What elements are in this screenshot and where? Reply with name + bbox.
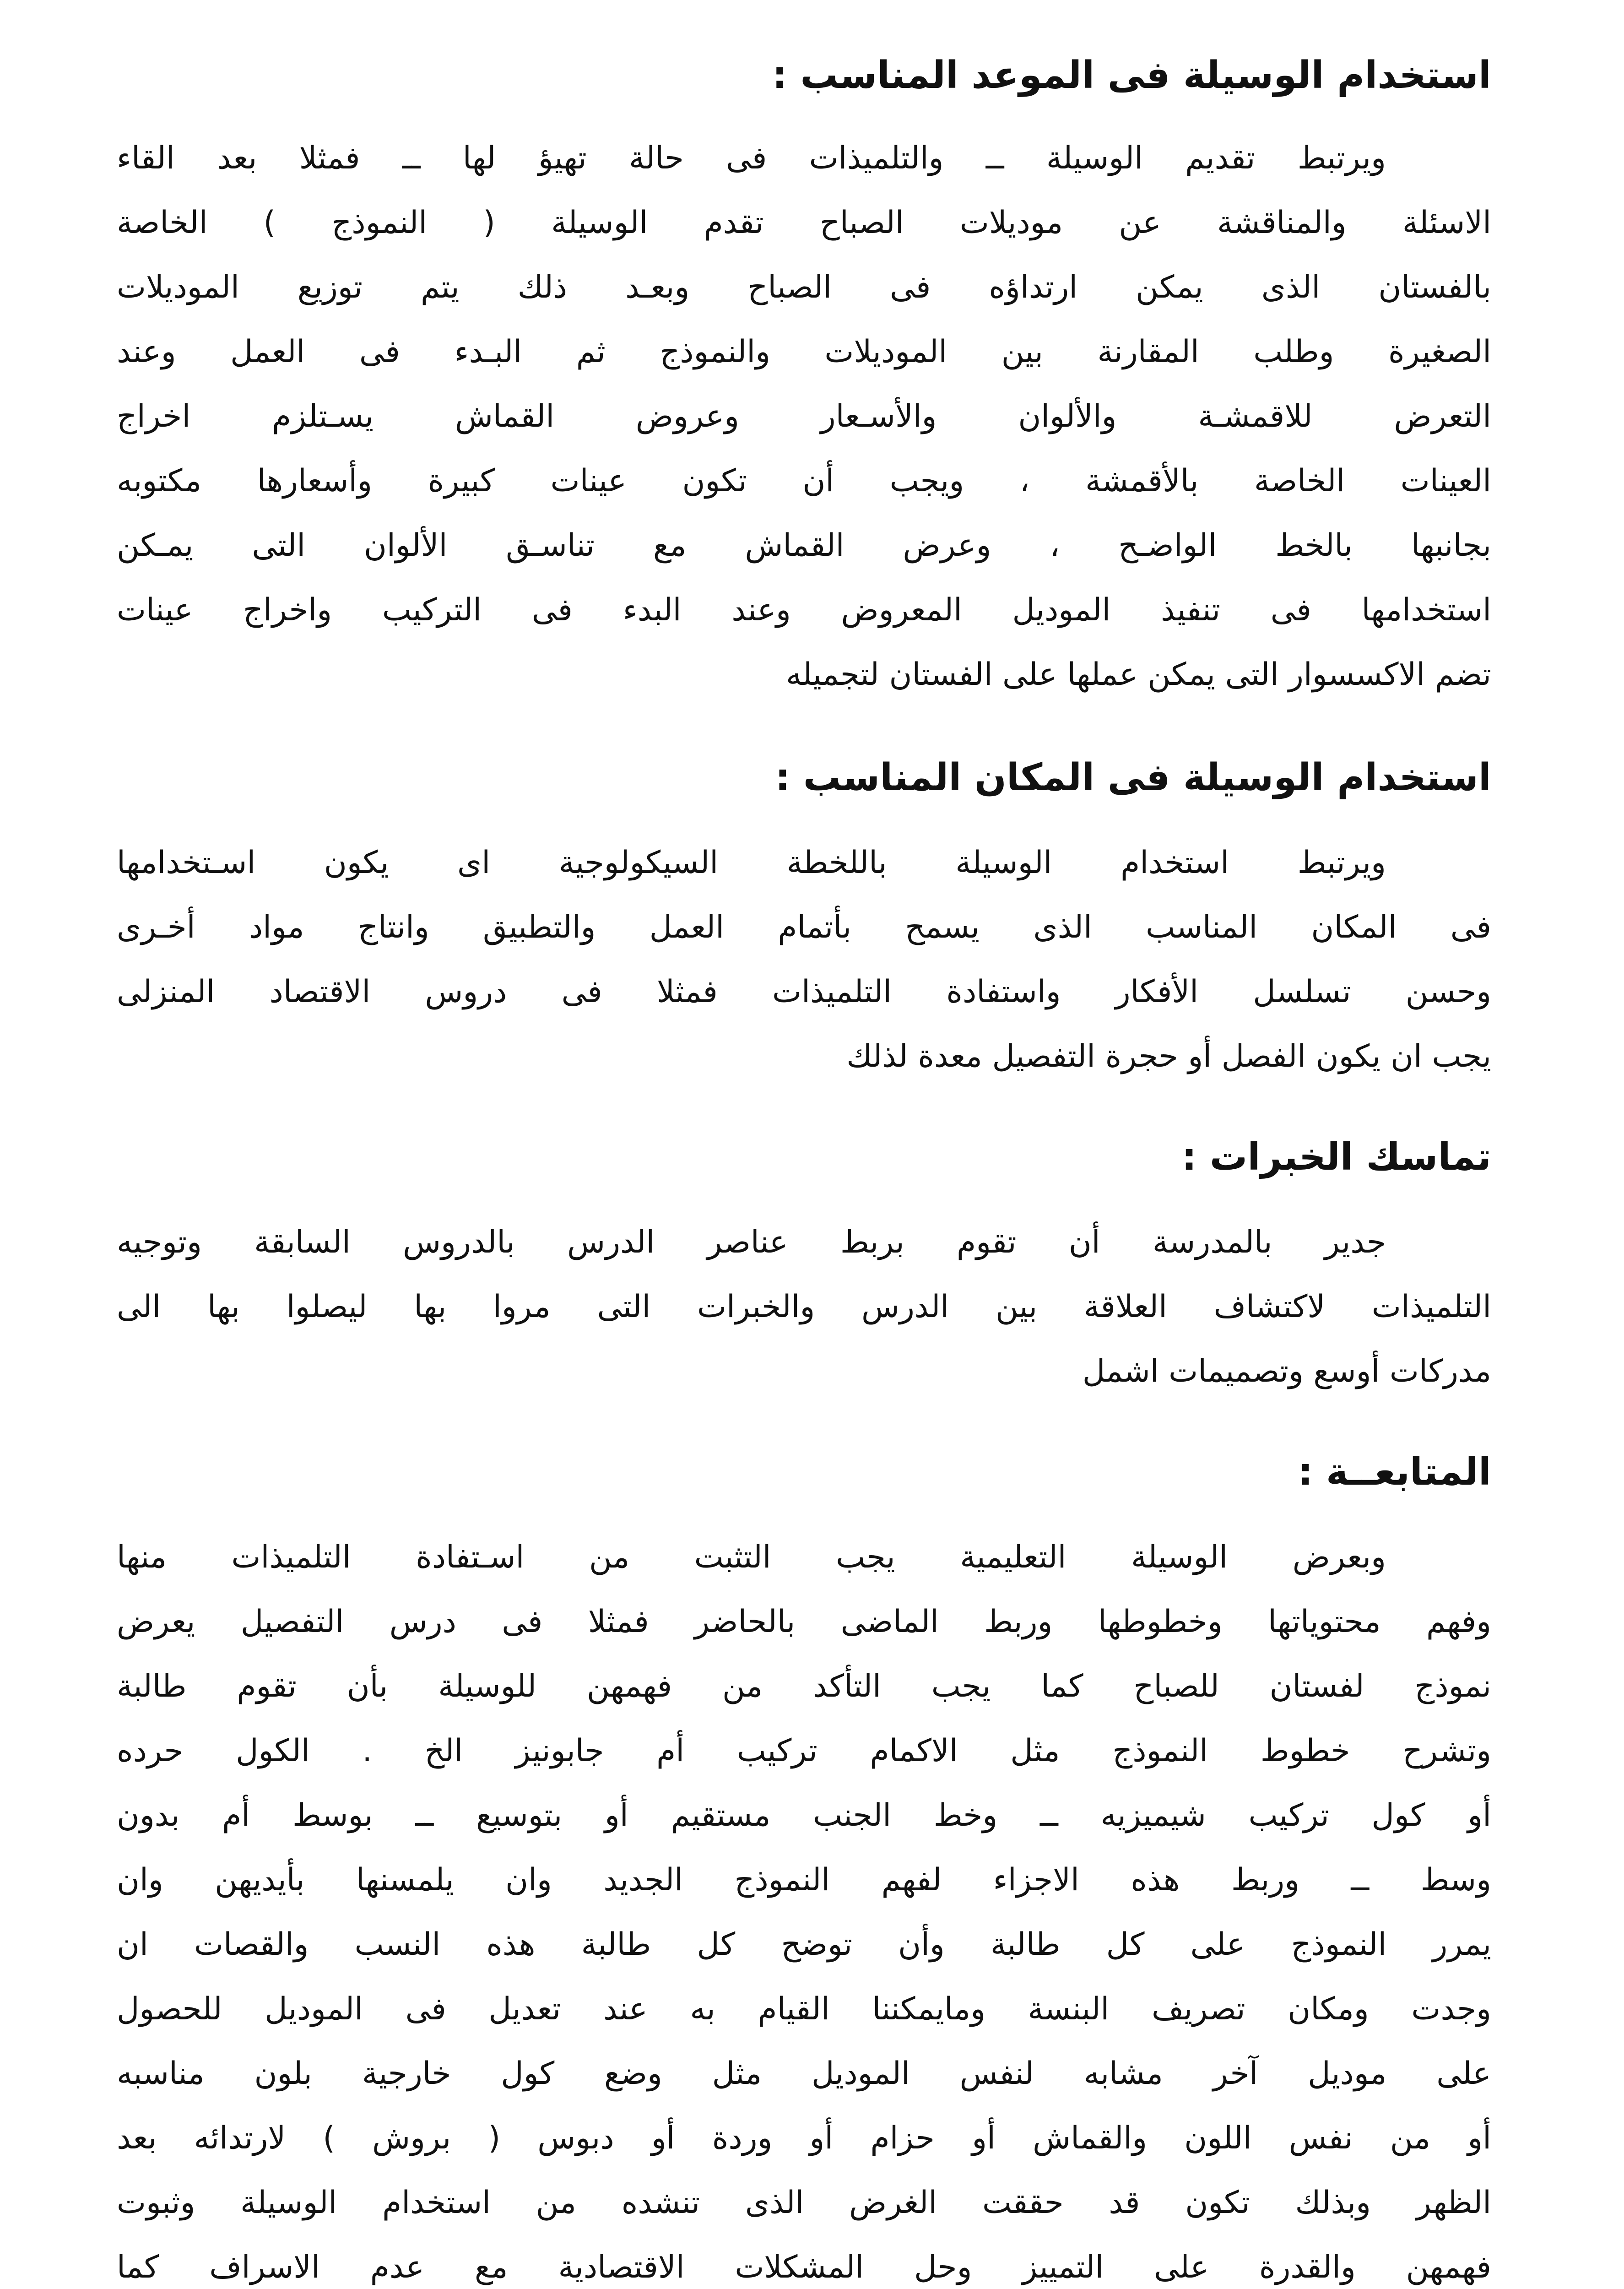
text-line: ويرتبط استخدام الوسيلة باللخطة السيكولوجية اى يكون اسـتخدامها [117,845,1386,881]
text-line: وبعرض الوسيلة التعليمية يجب التثبت من اسـتفادة التلميذات منها [117,1539,1386,1575]
section-heading-followup: المتابعــة : [1298,1450,1491,1494]
text-line: بالفستان الذى يمكن ارتداؤه فى الصباح وبعـد ذلك يتم توزيع الموديلات [117,269,1491,305]
text-line: نموذج لفستان للصباح كما يجب التأكد من فهمهن للوسيلة بأن تقوم طالبة [117,1668,1491,1704]
text-line: وفهم محتوياتها وخطوطها وربط الماضى بالحاضر فمثلا فى درس التفصيل يعرض [117,1604,1491,1640]
text-line: يجب ان يكون الفصل أو حجرة التفصيل معدة لذلك [846,1038,1491,1074]
text-line: وسط ــ وربط هذه الاجزاء لفهم النموذج الجديد وان يلمسنها بأيديهن وان [117,1862,1491,1898]
text-line: بجانبها بالخط الواضـح ، وعرض القماش مع تناسـق الألوان التى يمـكن [117,527,1491,564]
text-line: الظهر وبذلك تكون قد حققت الغرض الذى تنشده من استخدام الوسيلة وثبوت [117,2185,1491,2221]
text-line: الاسئلة والمناقشة عن موديلات الصباح تقدم الوسيلة ( النموذج ) الخاصة [117,205,1491,241]
section-body-timing [117,126,1491,707]
text-line: يمرر النموذج على كل طالبة وأن توضح كل طالبة هذه النسب والقصات ان [117,1926,1491,1963]
text-line: فهمهن والقدرة على التمييز وحل المشكلات الاقتصادية مع عدم الاسراف كما [117,2249,1491,2285]
text-line: على موديل آخر مشابه لنفس الموديل مثل وضع كول خارجية بلون مناسبه [117,2056,1491,2092]
text-line: ويرتبط تقديم الوسيلة ــ والتلميذات فى حالة تهيؤ لها ــ فمثلا بعد القاء [117,140,1386,176]
section-heading-timing: استخدام الوسيلة فى الموعد المناسب : [772,54,1491,97]
text-line: أو كول تركيب شيميزيه ــ وخط الجنب مستقيم أو بتوسيع ــ بوسط أم بدون [117,1797,1491,1833]
text-line: وجدت ومكان تصريف البنسة ومايمكننا القيام به عند تعديل فى الموديل للحصول [117,1991,1491,2027]
text-line: التلميذات لاكتشاف العلاقة بين الدرس والخبرات التى مروا بها ليصلوا بها الى [117,1289,1491,1325]
section-body-place [117,830,1491,1089]
section-body-experiences [117,1210,1491,1404]
text-line: أو من نفس اللون والقماش أو حزام أو وردة أو دبوس ( بروش ) لارتدائه بعد [117,2120,1491,2156]
section-heading-place: استخدام الوسيلة فى المكان المناسب : [775,756,1491,799]
section-heading-experiences: تماسك الخبرات : [1181,1135,1491,1179]
text-line: مدركات أوسع وتصميمات اشمل [1082,1353,1491,1389]
text-line: تضم الاكسسوار التى يمكن عملها على الفستان لتجميله [785,656,1491,693]
text-line: فى المكان المناسب الذى يسمح بأتمام العمل والتطبيق وانتاج مواد أخـرى [117,909,1491,945]
text-line: العينات الخاصة بالأقمشة ، ويجب أن تكون عينات كبيرة وأسعارها مكتوبه [117,463,1491,499]
text-line: جدير بالمدرسة أن تقوم بربط عناصر الدرس بالدروس السابقة وتوجيه [117,1224,1386,1260]
section-body-followup [117,1525,1491,2289]
text-line: استخدامها فى تنفيذ الموديل المعروض وعند البدء فى التركيب واخراج عينات [117,592,1491,628]
text-line: وتشرح خطوط النموذج مثل الاكمام تركيب أم جابونيز الخ . الكول حرده [117,1733,1491,1769]
text-line: الصغيرة وطلب المقارنة بين الموديلات والنموذج ثم البـدء فى العمل وعند [117,334,1491,370]
text-line: التعرض للاقمشـة والألوان والأسـعار وعروض القماش يسـتلزم اخراج [117,398,1491,434]
text-line: وحسن تسلسل الأفكار واستفادة التلميذات فمثلا فى دروس الاقتصاد المنزلى [117,974,1491,1010]
